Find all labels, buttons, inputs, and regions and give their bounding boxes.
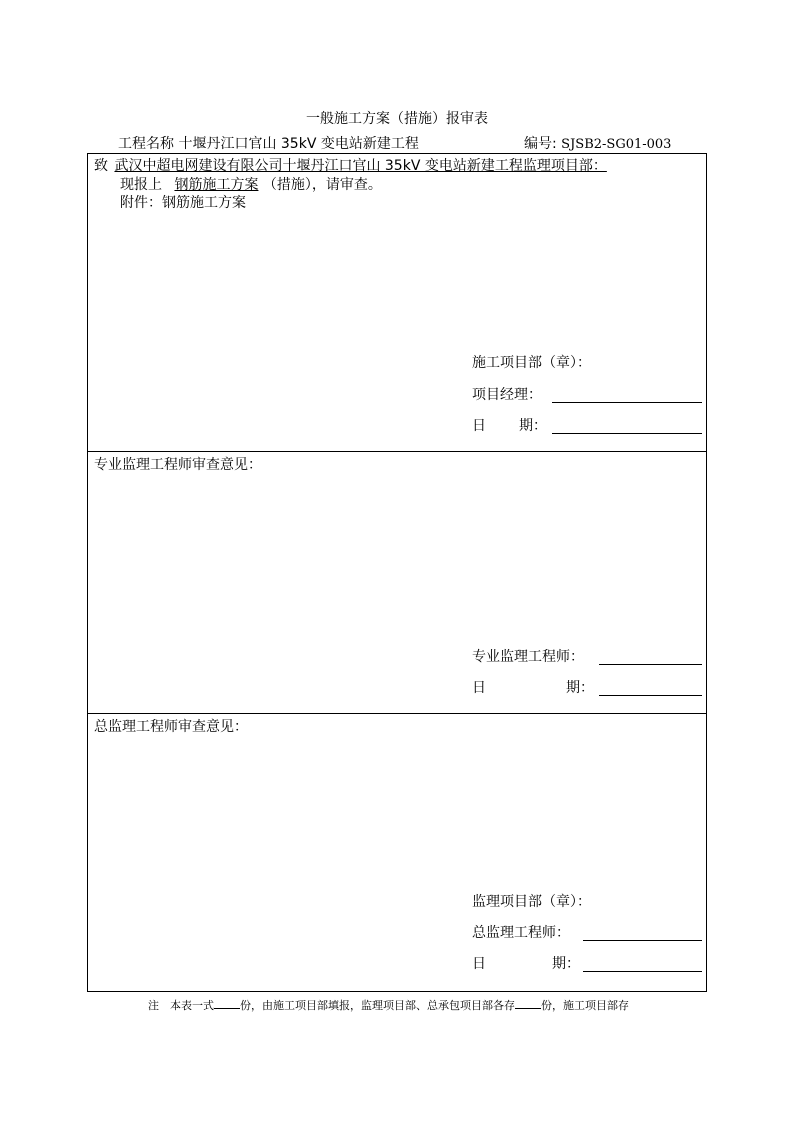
attachment-label: 附件： [120,195,162,211]
copies-blank-2[interactable] [515,998,541,1009]
footnote-prefix: 注 本表一式 [148,999,214,1012]
date-label-1a: 日 [472,418,486,434]
project-manager-label: 项目经理： [472,387,542,403]
attachment-value: 钢筋施工方案 [162,195,246,211]
date-label-1b: 期： [519,418,547,434]
date-line-1[interactable] [552,433,702,434]
project-name: 十堰丹江口官山 35kV 变电站新建工程 [178,136,419,152]
recipient-line [94,157,607,175]
engineer-signature-line[interactable] [599,664,702,665]
date-line-3[interactable] [583,971,702,972]
form-code-line [524,133,671,153]
chief-engineer-label: 总监理工程师： [472,925,570,941]
submit-item: 钢筋施工方案 [174,177,259,193]
footnote-middle: 份，由施工项目部填报，监理项目部、总承包项目部各存 [240,999,515,1012]
date-label-2b: 期： [566,680,594,696]
engineer-review-heading: 专业监理工程师审查意见： [94,457,262,473]
date-label-2a: 日 [472,680,486,696]
submit-prefix: 现报上 [120,177,162,193]
submission-section [88,154,706,452]
date-label-3a: 日 [472,956,486,972]
recipient-name: 武汉中超电网建设有限公司十堰丹江口官山 35kV 变电站新建工程监理项目部： [114,158,607,174]
project-manager-signature-line[interactable] [552,402,702,403]
copies-blank-1[interactable] [214,998,240,1009]
to-label: 致 [94,158,108,174]
chief-review-heading: 总监理工程师审查意见： [94,719,248,735]
date-label-3b: 期： [552,956,580,972]
form-title: 一般施工方案（措施）报审表 [306,111,488,127]
submit-suffix: （措施），请审查。 [262,177,382,193]
engineer-label: 专业监理工程师： [472,649,584,665]
construction-dept-stamp: 施工项目部（章）： [472,355,591,371]
project-name-line [118,133,419,153]
project-label: 工程名称 [118,136,174,152]
code-value: SJSB2-SG01-003 [561,137,672,152]
footnote-suffix: 份，施工项目部存 [541,999,629,1012]
supervision-dept-stamp: 监理项目部（章）： [472,894,591,910]
chief-review-section [88,714,706,991]
footnote [148,997,629,1013]
attachment-line [120,194,246,212]
chief-engineer-signature-line[interactable] [583,940,702,941]
review-form-table [87,153,707,992]
submit-line [120,176,382,194]
date-line-2[interactable] [599,695,702,696]
engineer-review-section [88,452,706,714]
code-label: 编号: [524,136,557,152]
